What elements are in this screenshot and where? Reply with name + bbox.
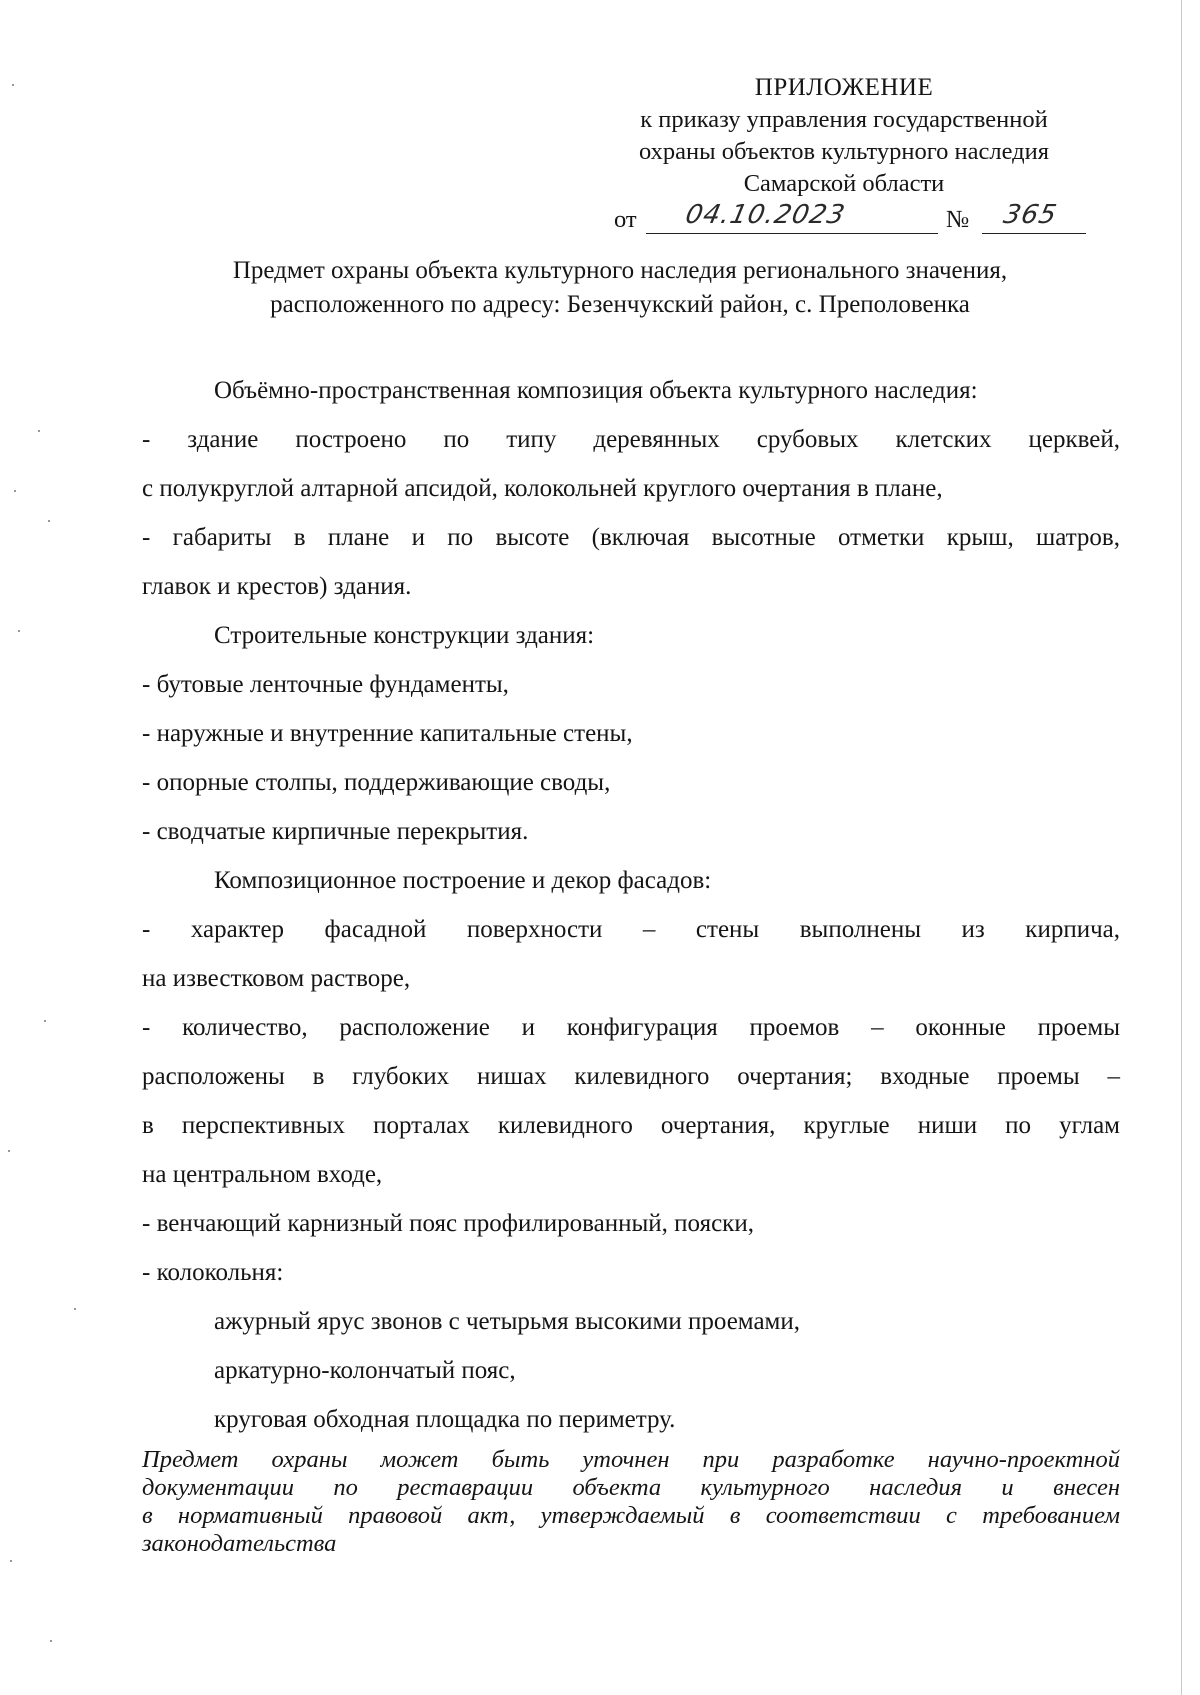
scan-speck: [8, 1150, 10, 1152]
body-line: на известковом растворе,: [142, 965, 411, 992]
body-line: в перспективных порталах килевидного очертания, круглые ниши по углам: [142, 1112, 1120, 1139]
date-blank: [646, 200, 938, 234]
scan-speck: [74, 1308, 76, 1310]
list-item: - колокольня:: [142, 1259, 284, 1286]
body-line: - количество, расположение и конфигурация проемов – оконные проемы: [142, 1014, 1120, 1041]
handwritten-date: 04.10.2023: [682, 200, 849, 230]
list-item: - опорные столпы, поддерживающие своды,: [142, 769, 611, 796]
body-line: - здание построено по типу деревянных срубовых клетских церквей,: [142, 426, 1120, 453]
scan-speck: [12, 84, 14, 86]
note-line: документации по реставрации объекта культурного наследия и внесен: [142, 1474, 1120, 1501]
note-line: законодательства: [142, 1530, 337, 1557]
scan-speck: [14, 490, 16, 492]
scan-speck: [38, 430, 40, 432]
document-title: [140, 254, 1100, 322]
body-line: с полукруглой алтарной апсидой, колокольней круглого очертания в плане,: [142, 475, 943, 502]
note-line: Предмет охраны может быть уточнен при разработке научно-проектной: [142, 1446, 1120, 1473]
body-line: - габариты в плане и по высоте (включая высотные отметки крыш, шатров,: [142, 524, 1120, 551]
section-heading-volume: Объёмно-пространственная композиция объекта культурного наследия:: [214, 377, 978, 404]
approval-heading: ПРИЛОЖЕНИЕ: [754, 74, 934, 101]
body-line: главок и крестов) здания.: [142, 573, 412, 600]
scan-edge-line: [1181, 0, 1182, 1695]
scan-speck: [50, 1640, 52, 1642]
body-line: - характер фасадной поверхности – стены выполнены из кирпича,: [142, 916, 1120, 943]
date-prefix: от: [614, 206, 637, 233]
list-item: - венчающий карнизный пояс профилированный, пояски,: [142, 1210, 754, 1237]
scan-speck: [44, 1020, 46, 1022]
document-body: [142, 366, 1120, 1444]
list-item: - бутовые ленточные фундаменты,: [142, 671, 509, 698]
handwritten-number: 365: [1000, 200, 1060, 230]
sub-list-item: аркатурно-колончатый пояс,: [214, 1357, 516, 1384]
italic-note: [142, 1446, 1120, 1558]
sub-list-item: круговая обходная площадка по периметру.: [214, 1406, 676, 1433]
section-heading-structures: Строительные конструкции здания:: [214, 622, 595, 649]
section-heading-facades: Композиционное построение и декор фасадов:: [214, 867, 712, 894]
scan-speck: [18, 630, 20, 632]
list-item: - сводчатые кирпичные перекрытия.: [142, 818, 529, 845]
body-line: расположены в глубоких нишах килевидного очертания; входные проемы –: [142, 1063, 1120, 1090]
body-line: на центральном входе,: [142, 1161, 383, 1188]
scan-speck: [10, 1560, 12, 1562]
number-prefix: №: [946, 206, 970, 233]
title-line: расположенного по адресу: Безенчукский район, с. Преполовенка: [270, 291, 970, 318]
approval-line: Самарской области: [743, 170, 945, 197]
title-line: Предмет охраны объекта культурного наследия регионального значения,: [232, 257, 1008, 284]
scan-speck: [48, 520, 50, 522]
number-blank: [982, 200, 1086, 234]
approval-block: [600, 72, 1088, 238]
approval-line: к приказу управления государственной: [640, 106, 1048, 133]
sub-list-item: ажурный ярус звонов с четырьмя высокими проемами,: [214, 1308, 800, 1335]
list-item: - наружные и внутренние капитальные стены,: [142, 720, 633, 747]
note-line: в нормативный правовой акт, утверждаемый в соответствии с требованием: [142, 1502, 1120, 1529]
order-date-line: [600, 202, 1088, 238]
approval-line: охраны объектов культурного наследия: [638, 138, 1049, 165]
